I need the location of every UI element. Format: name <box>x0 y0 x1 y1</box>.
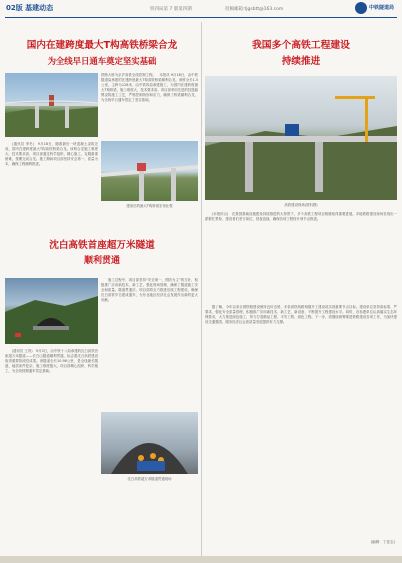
article3-body-top: (本报综合) 在我国基础设施建设持续推进的大背景下，多个高铁工程项目相继取得重要进展。多地铁路建设现场呈现出一派繁忙景象，建设者们坚守岗位、昼夜奋战，确保各项工程按计划节点推进。 <box>205 212 397 221</box>
brand-logo-text: 中铁隧道局 <box>368 4 394 11</box>
article2-photo-caption: 沈白高铁超万米隧道贯通现场 <box>127 477 172 481</box>
article2-body-left: (通讯员 王青) 9月3日，由中铁十八局承建的沈白高铁首座超万米隧道——长白山隧道顺利贯通，标志着沈白高铁建设取得重要阶段性成果。该隧道全长10.98公里，是全线最长隧道，地质条件复杂，施工难度极大。项目部精心组织、科学施工，为全线按期通车奠定基础。 <box>5 349 98 373</box>
article1-body-left: (通讯员 李冬) 9月18日，随着最后一块混凝土浇筑完成，国内在建跨度最大T构高铁桥梁合龙。该桥合龙施工难度大、技术要求高，项目部通过科学组织、精心施工，克服重重困难，按期完成合龙。施工期间项目部坚持安全第一、质量为本，确保工程顺利推进。 <box>5 142 98 166</box>
page-label: 02版 基建动态 <box>6 4 54 12</box>
bridge-photo-drawing <box>5 73 98 137</box>
construction-site-drawing <box>205 76 397 200</box>
article2-title: 沈白高铁首座超万米隧道 <box>49 240 155 251</box>
brand-logo <box>355 2 394 14</box>
article3-photo <box>205 76 397 200</box>
article1-photo <box>5 73 98 137</box>
article2-body-right: 施工过程中，项目部坚持“安全第一、预防为主”的方针，积极推广应用新技术、新工艺，强化现场管理，确保了隧道施工安全和质量。隧道贯通后，项目部将全力推进后续工程建设，确保沈白高铁早日建成通车，为东北地区经济社会发展作出新的更大贡献。 <box>101 278 198 302</box>
article1-photo-2 <box>101 141 198 201</box>
header-rule <box>5 17 397 18</box>
tunnel-photo-drawing <box>5 278 98 344</box>
article1-photo-caption: 建成后的最大T构桥梁宏伟壮观 <box>126 204 173 208</box>
page-header <box>0 0 402 24</box>
article2-subtitle: 顺利贯通 <box>83 256 120 266</box>
article2-photo <box>5 278 98 344</box>
article3-body-bottom: 据了解，今年以来全国铁路建设保持良好态势，多条高铁线路相继开工建设或实现重要节点目标。建设单位坚持高标准、严要求，强化安全质量管理，积极推广应用新技术、新工艺、新设备，不断提升工程建设水平。同时，各参建单位认真落实生态环保要求，大力推进绿色施工，努力打造精品工程、平安工程、绿色工程。下一步，将继续统筹推进铁路建设各项工作，为加快建设交通强国、服务经济社会高质量发展提供有力支撑。 <box>205 305 397 324</box>
column-divider <box>201 22 202 556</box>
article1-title: 国内在建跨度最大T构高铁桥梁合龙 <box>26 40 178 51</box>
tunnel-workers-drawing <box>101 412 198 474</box>
article2-photo-2 <box>101 412 198 474</box>
article1-subtitle: 为全线早日通车奠定坚实基础 <box>47 56 157 66</box>
bridge-closeup-drawing <box>101 141 198 201</box>
page-footer-strip <box>0 556 402 563</box>
brand-logo-icon <box>355 2 367 14</box>
submission-email: 投稿邮箱:tjgsbtt@163.com <box>225 7 284 12</box>
article3-title: 我国多个高铁工程建设 <box>252 40 350 51</box>
article1-body-right: 铁路大桥为京沪高铁全线控制工程。 本报讯 9月18日，由中铁隧道局承建的在建跨度最大T构高铁桥梁顺利合龙。该桥全长1.5公里，主跨为128米，由中铁四局承建施工，为国内在建跨度最大T构桥梁，施工难度大，技术要求高。项目部采用先进的挂篮悬臂浇筑施工工艺，严格控制线形和应力，确保了桥梁顺利合龙，为全线早日通车奠定了坚实基础。 <box>101 73 198 102</box>
article3-photo-caption: 高铁建设现场(资料图) <box>284 203 318 207</box>
article3-subtitle: 持续推进 <box>281 56 321 67</box>
editor-signature: (编辑：丁佳宝) <box>370 540 395 544</box>
newspaper-name: 铁四局第 7 版第四期 <box>150 7 192 12</box>
